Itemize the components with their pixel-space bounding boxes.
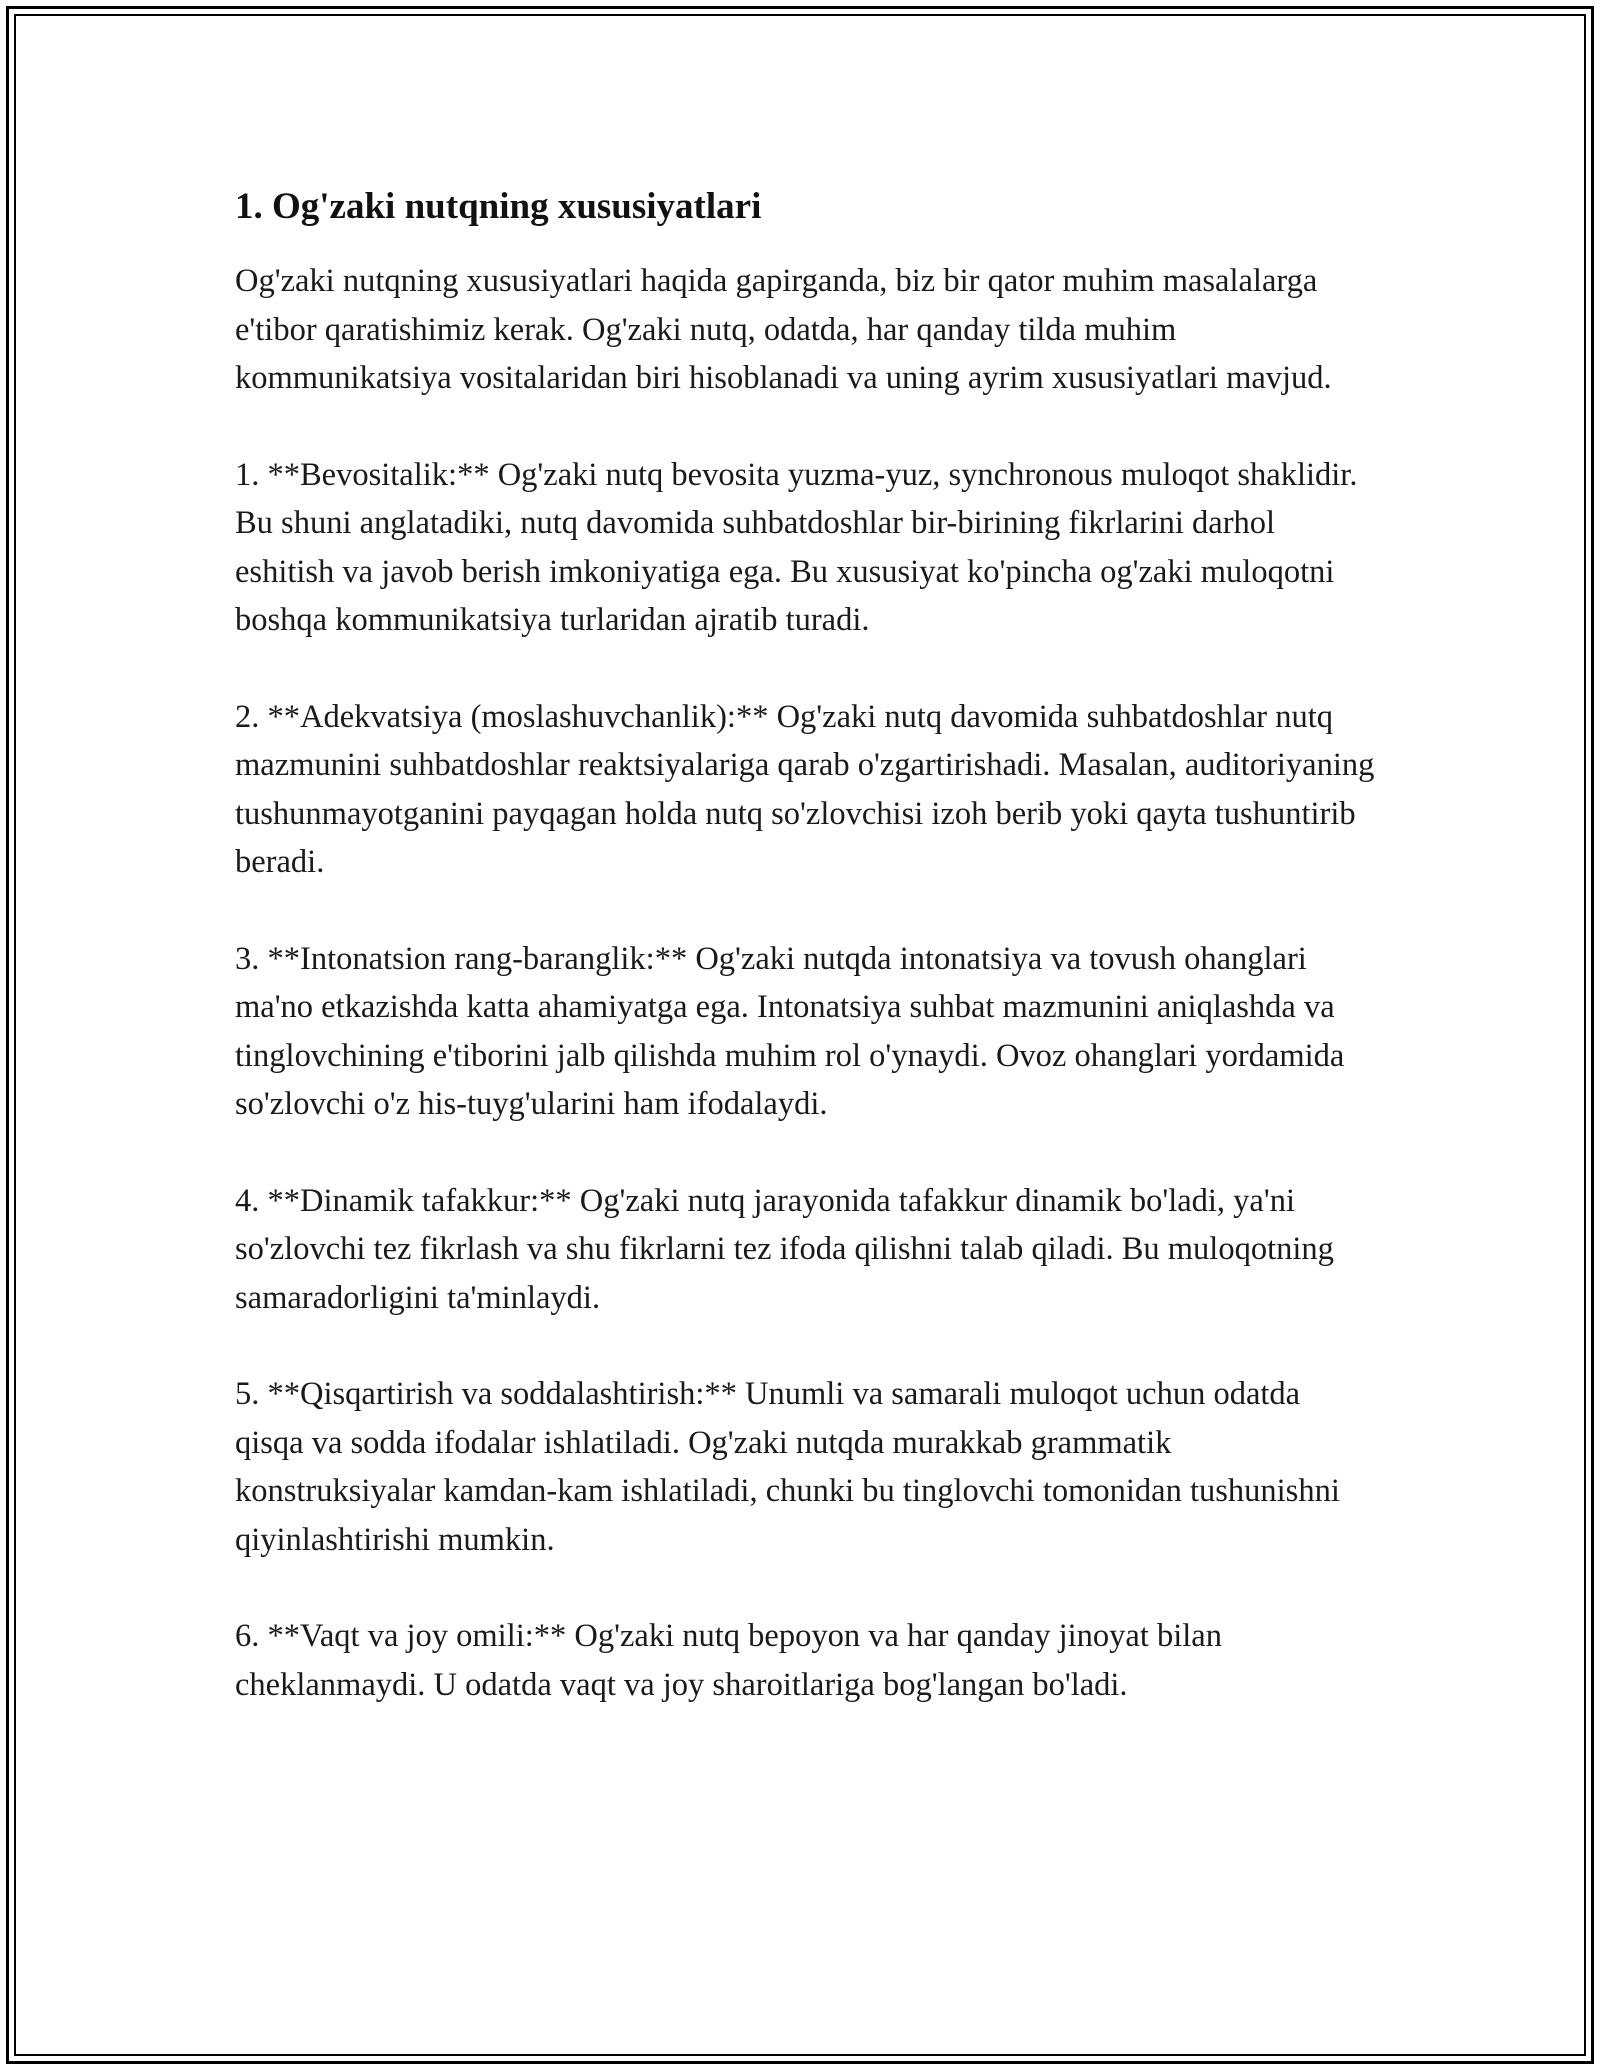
list-item-vaqt-joy: 6. **Vaqt va joy omili:** Og'zaki nutq bepoyon va har qanday jinoyat bilan cheklanmaydi. U odatda vaqt va joy sharoitlariga bog'langan bo'ladi. [235,1618,1222,1703]
list-item-dinamik: 4. **Dinamik tafakkur:** Og'zaki nutq jarayonida tafakkur dinamik bo'ladi, ya'ni so'zlovchi tez fikrlash va shu fikrlarni tez ifoda qilishni talab qiladi. Bu muloqotning samaradorligini ta'minlaydi. [235,1182,1334,1316]
list-item-intonatsion: 3. **Intonatsion rang-baranglik:** Og'zaki nutqda intonatsiya va tovush ohanglari ma'no etkazishda katta ahamiyatga ega. Intonatsiya suhbat mazmunini aniqlashda va tinglovchining e'tiborini jalb qilishda muhim rol o'ynaydi. Ovoz ohanglari yordamida so'zlovchi o'z his-tuyg'ularini ham ifodalaydi. [235,940,1345,1122]
list-item-qisqartirish: 5. **Qisqartirish va soddalashtirish:** Unumli va samarali muloqot uchun odatda qisqa va sodda ifodalar ishlatiladi. Og'zaki nutqda murakkab grammatik konstruksiyalar kamdan-kam ishlatiladi, chunki bu tinglovchi tomonidan tushunishni qiyinlashtirishi mumkin. [235,1376,1340,1558]
document-body [235,183,1375,1757]
list-item-adekvatsiya: 2. **Adekvatsiya (moslashuvchanlik):** Og'zaki nutq davomida suhbatdoshlar nutq mazmunini suhbatdoshlar reaktsiyalariga qarab o'zgartirishadi. Masalan, auditoriyaning tushunmayotganini payqagan holda nutq so'zlovchisi izoh berib yoki qayta tushuntirib beradi. [235,698,1375,880]
list-item-bevositalik: 1. **Bevositalik:** Og'zaki nutq bevosita yuzma-yuz, synchronous muloqot shaklidir. Bu shuni anglatadiki, nutq davomida suhbatdoshlar bir-birining fikrlarini darhol eshitish va javob berish imkoniyatiga ega. Bu xususiyat ko'pincha og'zaki muloqotni boshqa kommunikatsiya turlaridan ajratib turadi. [235,456,1358,638]
section-heading: 1. Og'zaki nutqning xususiyatlari [235,186,762,227]
intro-paragraph: Og'zaki nutqning xususiyatlari haqida gapirganda, biz bir qator muhim masalalarga e'tibor qaratishimiz kerak. Og'zaki nutq, odatda, har qanday tilda muhim kommunikatsiya vositalaridan biri hisoblanadi va uning ayrim xususiyatlari mavjud. [235,263,1332,396]
